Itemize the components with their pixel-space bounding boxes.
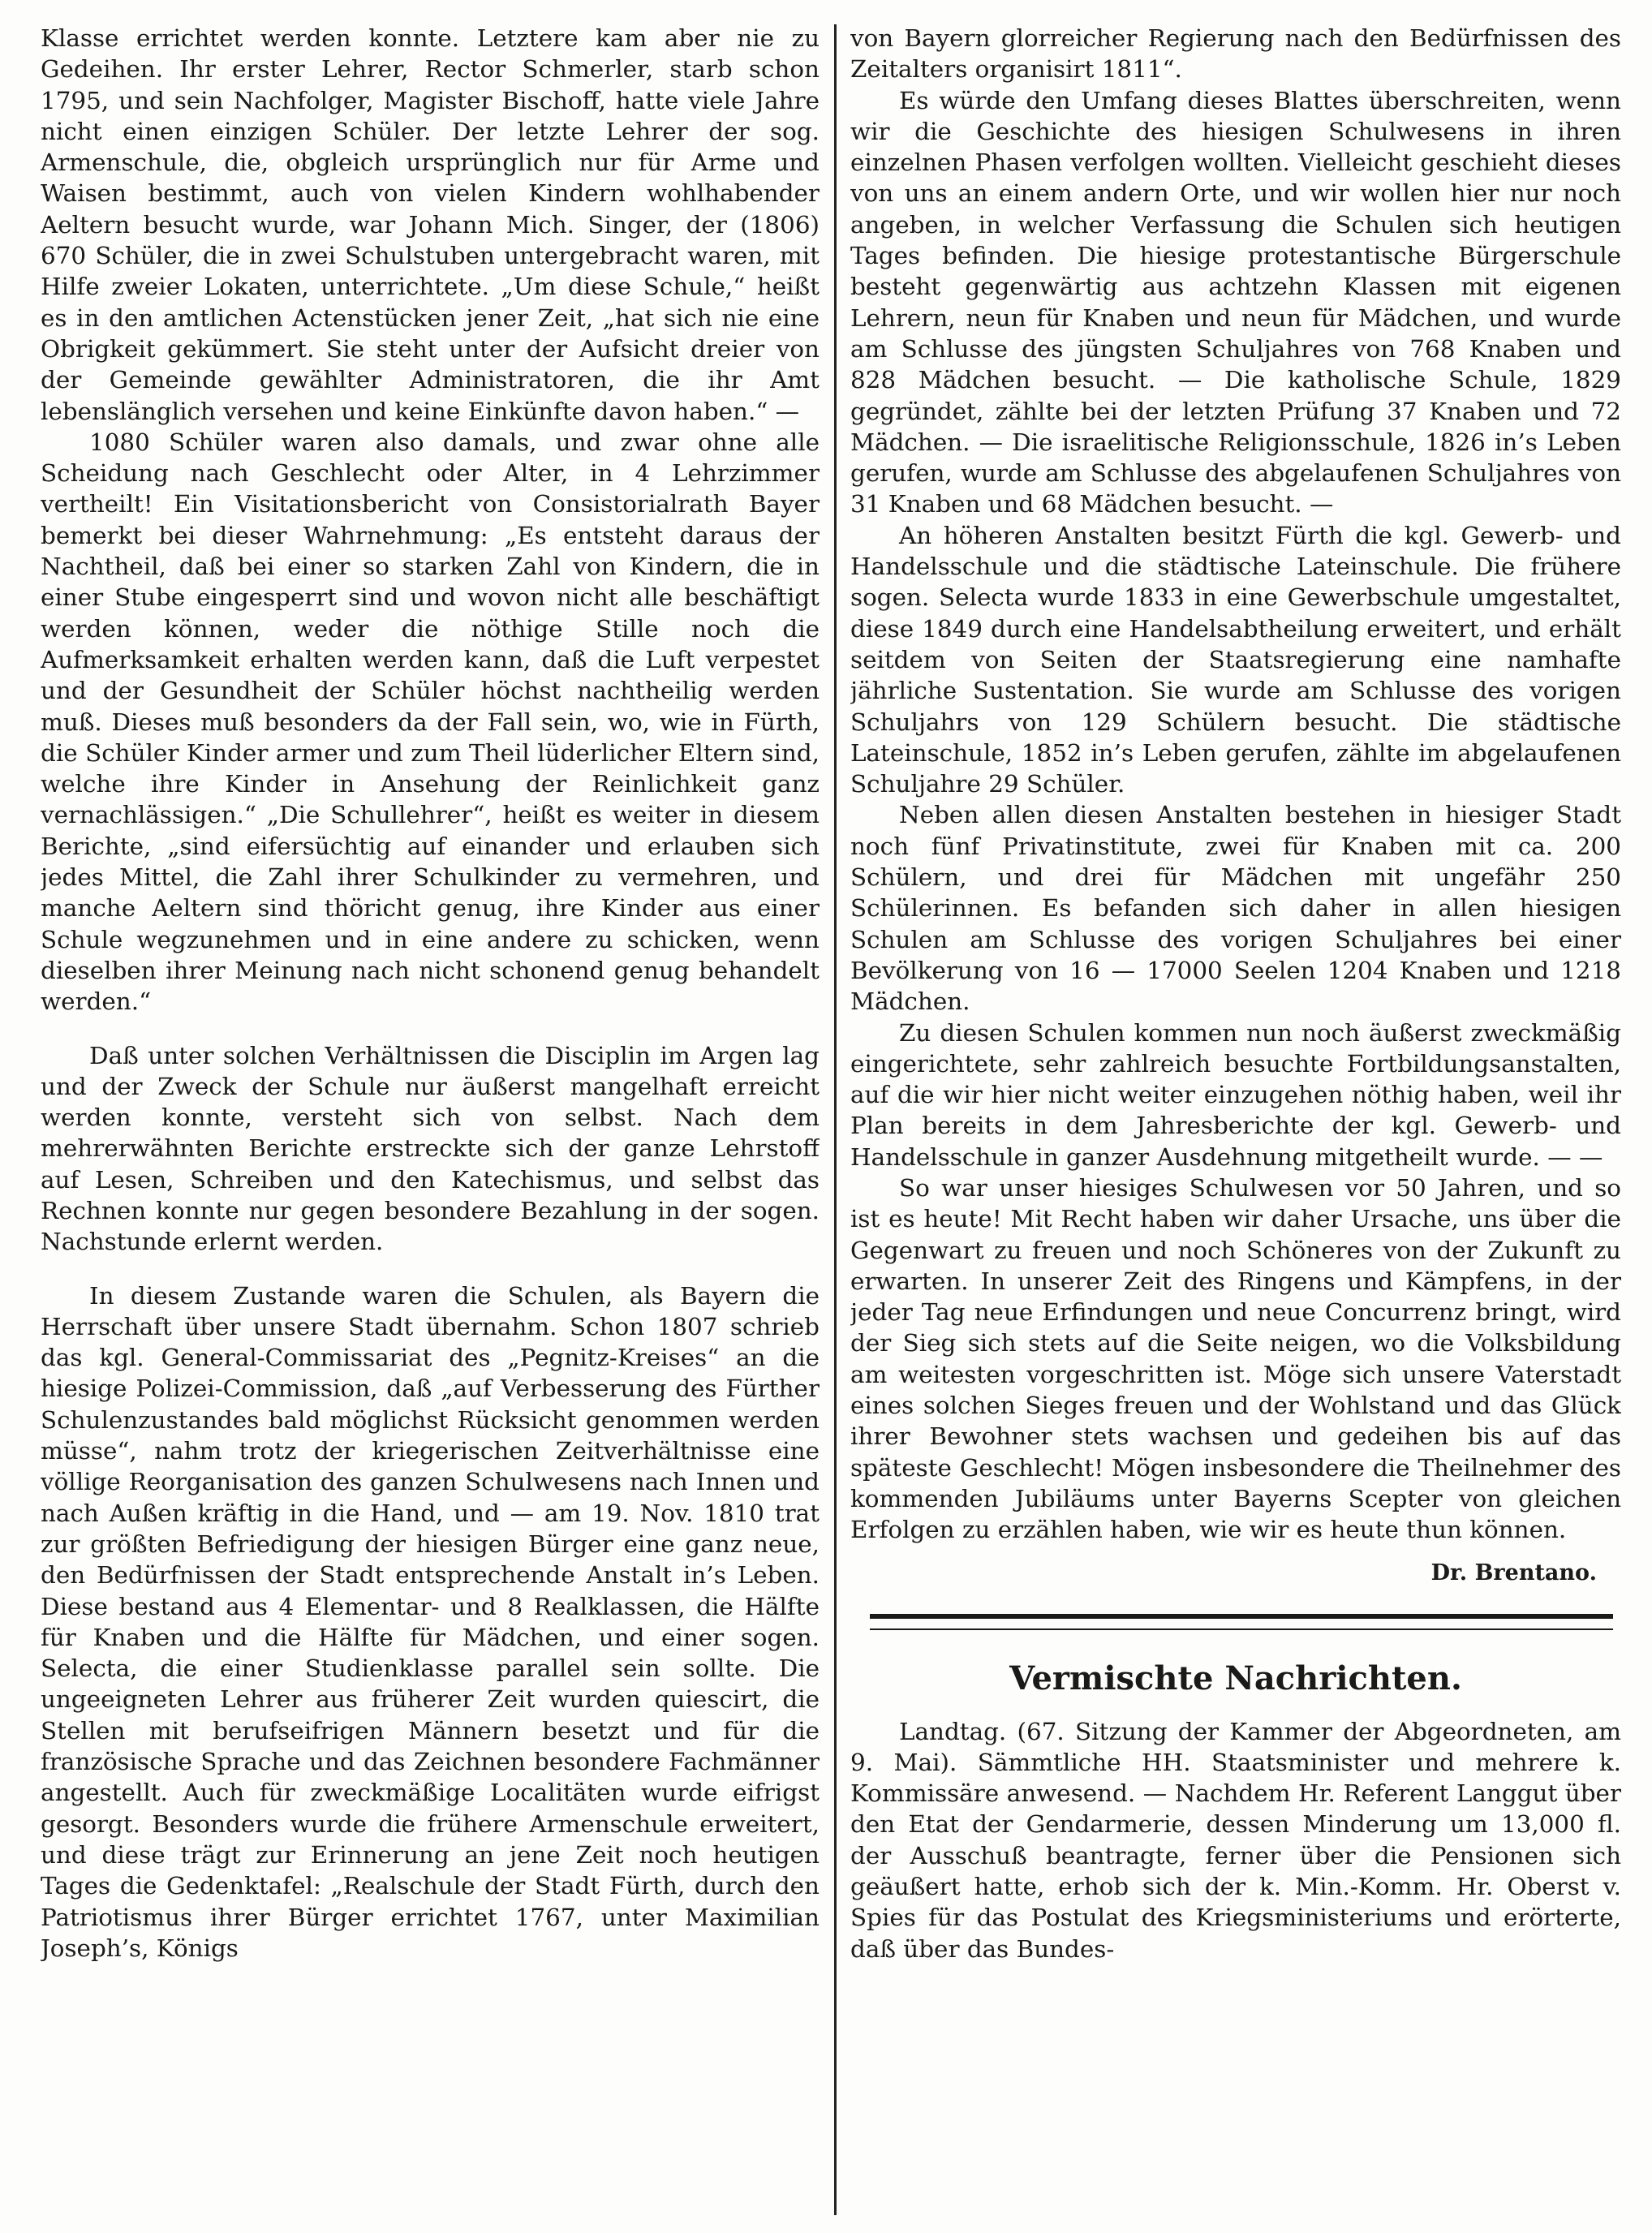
article-paragraph: An höheren Anstalten besitzt Fürth die kgl. Gewerb- und Handelsschule und die städtische Lateinschule. Die frühere sogen. Selecta wurde 1833 in eine Gewerbschule umgestaltet, diese 1849 durch eine Handelsabtheilung erweitert, und erhält seitdem von Seiten der Staatsregierung eine namhafte jährliche Sustentation. Sie wurde am Schlusse des vorigen Schuljahrs von 129 Schülern besucht. Die städtische Lateinschule, 1852 in’s Leben gerufen, zählte im abgelaufenen Schuljahre 29 Schüler. (850, 521, 1621, 798)
news-paragraph: Landtag. (67. Sitzung der Kammer der Abgeordneten, am 9. Mai). Sämmtliche HH. Staatsminister und mehrere k. Kommissäre anwesend. — Nachdem Hr. Referent Langgut über den Etat der Gendarmerie, dessen Minderung um 13,000 fl. der Ausschuß beantragte, ferner über die Pensionen sich geäußert hatte, erhob sich der k. Min.-Komm. Hr. Oberst v. Spies für das Postulat des Kriegsministeriums und erörterte, daß über das Bundes- (850, 1717, 1621, 1963)
section-heading: Vermischte Nachrichten. (1009, 1659, 1462, 1697)
article-paragraph: Neben allen diesen Anstalten bestehen in hiesiger Stadt noch fünf Privatinstitute, zwei für Knaben mit ca. 200 Schülern, und drei für Mädchen mit ungefähr 250 Schülerinnen. Es befanden sich daher in allen hiesigen Schulen am Schlusse des vorigen Schuljahres bei einer Bevölkerung von 16 — 17000 Seelen 1204 Knaben und 1218 Mädchen. (850, 801, 1621, 1016)
column-divider (834, 24, 837, 2215)
right-column (850, 23, 1621, 2222)
left-column (41, 23, 820, 2222)
article-paragraph: 1080 Schüler waren also damals, und zwar ohne alle Scheidung nach Geschlecht oder Alter, in 4 Lehrzimmer vertheilt! Ein Visitationsbericht von Consistorialrath Bayer bemerkt bei dieser Wahrnehmung: „Es entsteht daraus der Nachtheil, daß bei einer so starken Zahl von Kindern, die in einer Stube eingesperrt sind und wovon nicht alle beschäftigt werden können, weder die nöthige Stille noch die Aufmerksamkeit erhalten werden kann, daß die Luft verpestet und der Gesundheit der Schüler höchst nachtheilig werden muß. Dieses muß besonders da der Fall sein, wo, wie in Fürth, die Schüler Kinder armer und zum Theil lüderlicher Eltern sind, welche ihre Kinder in Ansehung der Reinlichkeit ganz vernachlässigen.“ „Die Schullehrer“, heißt es weiter in diesem Berichte, „sind eifersüchtig auf einander und erlauben sich jedes Mittel, die Zahl ihrer Schulkinder zu vermehren, und manche Aeltern sind thöricht genug, ihre Kinder aus einer Schule wegzunehmen und in eine andere zu schicken, wenn dieselben ihrer Meinung nach nicht schonend genug behandelt werden.“ (41, 428, 820, 1016)
article-paragraph: In diesem Zustande waren die Schulen, als Bayern die Herrschaft über unsere Stadt übernahm. Schon 1807 schrieb das kgl. General-Commissariat des „Pegnitz-Kreises“ an die hiesige Polizei-Commission, daß „auf Verbesserung des Fürther Schulenzustandes bald möglichst Rücksicht genommen werden müsse“, nahm trotz der kriegerischen Zeitverhältnisse eine völlige Reorganisation des ganzen Schulwesens nach Innen und nach Außen kräftig in die Hand, und — am 19. Nov. 1810 trat zur größten Befriedigung der hiesigen Bürger eine ganz neue, den Bedürfnissen der Stadt entsprechende Anstalt in’s Leben. Diese bestand aus 4 Elementar- und 8 Realklassen, die Hälfte für Knaben und die Hälfte für Mädchen, und einer sogen. Selecta, die einer Studienklasse parallel sein sollte. Die ungeeigneten Lehrer aus früherer Zeit wurden quiescirt, die Stellen mit berufseifrigen Männern besetzt und für die französische Sprache und das Zeichnen besondere Fachmänner angestellt. Auch für zweckmäßige Localitäten wurde eifrigst gesorgt. Besonders wurde die frühere Armenschule erweitert, und diese trägt zur Erinnerung an jene Zeit noch heutigen Tages die Gedenktafel: „Realschule der Stadt Fürth, durch den Patriotismus ihrer Bürger errichtet 1767, unter Maximilian Joseph’s, Königs (41, 1281, 820, 1962)
article-paragraph: Es würde den Umfang dieses Blattes überschreiten, wenn wir die Geschichte des hiesigen Schulwesens in ihren einzelnen Phasen verfolgen wollten. Vielleicht geschieht dieses von uns an einem andern Orte, und wir wollen hier nur noch angeben, in welcher Verfassung die Schulen sich heutigen Tages befinden. Die hiesige protestantische Bürgerschule besteht gegenwärtig aus achtzehn Klassen mit eigenen Lehrern, neun für Knaben und neun für Mädchen, und wurde am Schlusse des jüngsten Schuljahres von 768 Knaben und 828 Mädchen besucht. — Die katholische Schule, 1829 gegründet, zählte bei der letzten Prüfung 37 Knaben und 72 Mädchen. — Die israelitische Religionsschule, 1826 in’s Leben gerufen, wurde am Schlusse des abgelaufenen Schuljahres von 31 Knaben und 68 Mädchen besucht. — (850, 86, 1621, 518)
article-paragraph: von Bayern glorreicher Regierung nach den Bedürfnissen des Zeitalters organisirt 1811“. (850, 24, 1621, 84)
article-paragraph: So war unser hiesiges Schulwesen vor 50 Jahren, und so ist es heute! Mit Recht haben wir daher Ursache, uns über die Gegenwart zu freuen und noch Schöneres von der Zukunft zu erwarten. In unserer Zeit des Ringens und Kämpfens, in der jeder Tag neue Erfindungen und neue Concurrenz bringt, wird der Sieg sich stets auf die Seite neigen, wo die Volksbildung am weitesten vorgeschritten ist. Möge sich unsere Vaterstadt eines solchen Sieges freuen und der Wohlstand und das Glück ihrer Bewohner stets wachsen und gedeihen bis auf das späteste Geschlecht! Mögen insbesondere die Theilnehmer des kommenden Jubiläums unter Bayerns Scepter von gleichen Erfolgen zu erzählen haben, wie wir es heute thun können. (850, 1173, 1621, 1544)
article-paragraph: Zu diesen Schulen kommen nun noch äußerst zweckmäßig eingerichtete, sehr zahlreich besuchte Fortbildungsanstalten, auf die wir hier nicht weiter einzugehen nöthig haben, weil ihr Plan bereits in dem Jahresberichte der kgl. Gewerb- und Handelsschule in ganzer Ausdehnung mitgetheilt wurde. — — (850, 1018, 1621, 1171)
article-paragraph: Klasse errichtet werden konnte. Letztere kam aber nie zu Gedeihen. Ihr erster Lehrer, Rector Schmerler, starb schon 1795, und sein Nachfolger, Magister Bischoff, hatte viele Jahre nicht einen einzigen Schüler. Der letzte Lehrer der sog. Armenschule, die, obgleich ursprünglich nur für Arme und Waisen bestimmt, auch von vielen Kindern wohlhabender Aeltern besucht wurde, war Johann Mich. Singer, der (1806) 670 Schüler, die in zwei Schulstuben untergebracht waren, mit Hilfe zweier Lokaten, unterrichtete. „Um diese Schule,“ heißt es in den amtlichen Actenstücken jener Zeit, „hat sich nie eine Obrigkeit gekümmert. Sie steht unter der Aufsicht dreier von der Gemeinde gewählter Administratoren, die ihr Amt lebenslänglich versehen und keine Einkünfte davon haben.“ — (41, 24, 820, 425)
article-paragraph: Daß unter solchen Verhältnissen die Disciplin im Argen lag und der Zweck der Schule nur äußerst mangelhaft erreicht werden konnte, versteht sich von selbst. Nach dem mehrerwähnten Berichte erstreckte sich der ganze Lehrstoff auf Lesen, Schreiben und den Katechismus, und selbst das Rechnen konnte nur gegen besondere Bezahlung in der sogen. Nachstunde erlernt werden. (41, 1041, 820, 1256)
section-divider (870, 1614, 1613, 1630)
author-signature: Dr. Brentano. (1430, 1560, 1597, 1585)
